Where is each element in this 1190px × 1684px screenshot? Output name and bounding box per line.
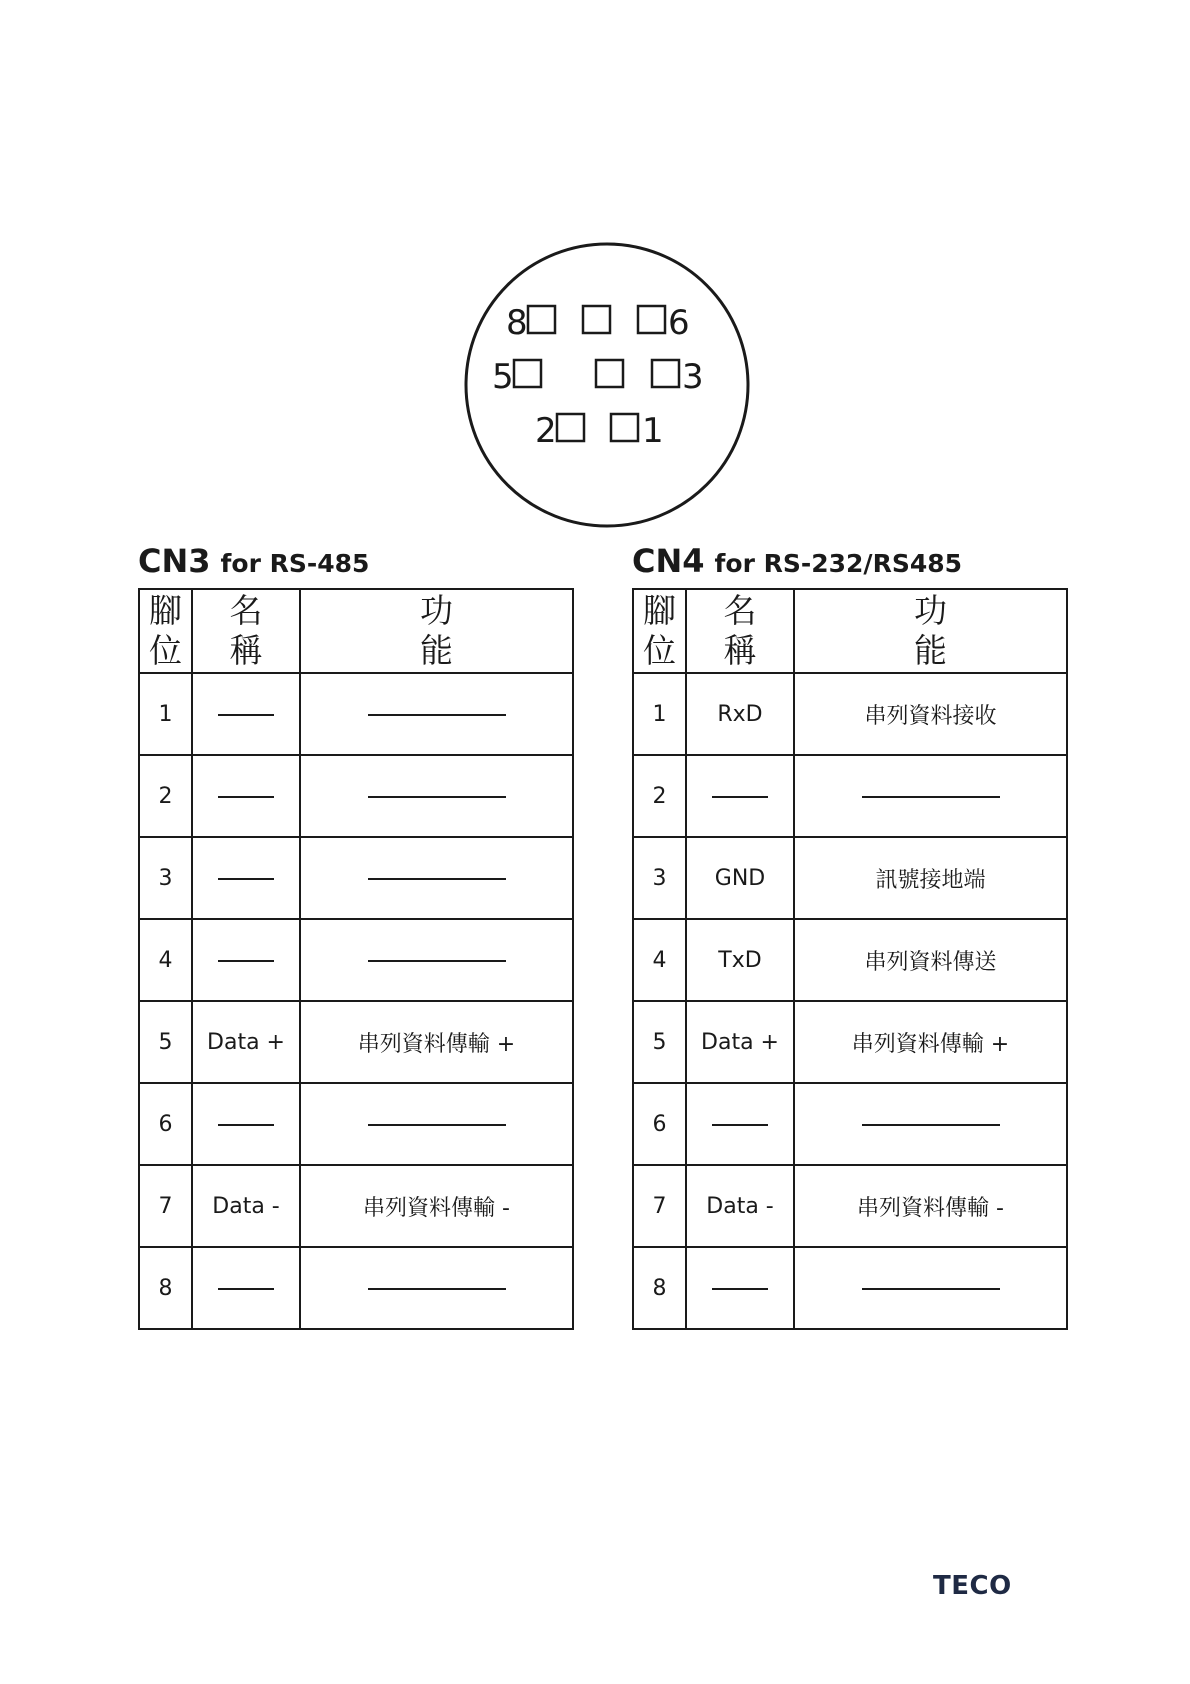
empty-dash — [218, 878, 274, 880]
cn3-header-name: 名 稱 — [192, 589, 300, 673]
pin-socket-7 — [583, 306, 610, 333]
cn3-pin-cell: 6 — [139, 1083, 192, 1165]
cn4-pin-cell: 4 — [633, 919, 686, 1001]
cn3-header-pin: 腳 位 — [139, 589, 192, 673]
cn4-row-pin-5 — [633, 1001, 1067, 1083]
cn4-function-cell: 訊號接地端 — [794, 837, 1067, 919]
empty-dash — [218, 960, 274, 962]
cn4-header-name: 名 稱 — [686, 589, 794, 673]
cn3-function-cell — [300, 755, 573, 837]
pin-socket-1 — [611, 414, 638, 441]
cn4-name-cell: GND — [686, 837, 794, 919]
cn3-function-cell — [300, 837, 573, 919]
cn4-pin-cell: 6 — [633, 1083, 686, 1165]
cn4-name-cell — [686, 755, 794, 837]
cn4-pin-cell: 7 — [633, 1165, 686, 1247]
empty-dash — [368, 960, 506, 962]
cn4-pin-cell: 3 — [633, 837, 686, 919]
cn4-row-pin-7 — [633, 1165, 1067, 1247]
cn4-pin-cell: 8 — [633, 1247, 686, 1329]
cn4-function-cell: 串列資料傳輸 - — [794, 1165, 1067, 1247]
cn3-row-pin-8 — [139, 1247, 573, 1329]
cn4-header-pin: 腳 位 — [633, 589, 686, 673]
cn4-title — [632, 538, 1068, 584]
cn3-name-cell — [192, 1247, 300, 1329]
pin-label-2: 2 — [535, 411, 557, 451]
empty-dash — [368, 714, 506, 716]
empty-dash — [218, 1288, 274, 1290]
cn3-function-cell: 串列資料傳輸 - — [300, 1165, 573, 1247]
cn4-row-pin-6 — [633, 1083, 1067, 1165]
pin-socket-4 — [596, 360, 623, 387]
pin-socket-5 — [514, 360, 541, 387]
cn4-row-pin-1 — [633, 673, 1067, 755]
cn3-header-function: 功 能 — [300, 589, 573, 673]
cn4-row-pin-3 — [633, 837, 1067, 919]
cn3-pin-cell: 4 — [139, 919, 192, 1001]
cn3-title-code: CN3 — [138, 542, 211, 580]
cn3-row-pin-1 — [139, 673, 573, 755]
cn3-function-cell — [300, 673, 573, 755]
cn4-name-cell — [686, 1083, 794, 1165]
cn4-pin-table — [632, 588, 1068, 1330]
cn3-name-cell — [192, 837, 300, 919]
pin-label-8: 8 — [506, 303, 528, 343]
cn3-name-cell — [192, 919, 300, 1001]
empty-dash — [368, 878, 506, 880]
cn3-title — [138, 538, 574, 584]
cn4-name-cell — [686, 1247, 794, 1329]
empty-dash — [218, 714, 274, 716]
cn4-pin-cell: 5 — [633, 1001, 686, 1083]
cn3-name-cell: Data + — [192, 1001, 300, 1083]
cn3-title-interface: for RS-485 — [220, 549, 370, 578]
cn3-name-cell: Data - — [192, 1165, 300, 1247]
cn3-name-cell — [192, 673, 300, 755]
cn3-function-cell — [300, 1083, 573, 1165]
cn3-pin-table — [138, 588, 574, 1330]
empty-dash — [218, 1124, 274, 1126]
cn4-name-cell: RxD — [686, 673, 794, 755]
empty-dash — [862, 1288, 1000, 1290]
cn4-name-cell: Data - — [686, 1165, 794, 1247]
cn3-function-cell: 串列資料傳輸 + — [300, 1001, 573, 1083]
cn3-name-cell — [192, 1083, 300, 1165]
empty-dash — [368, 1124, 506, 1126]
cn4-function-cell: 串列資料接收 — [794, 673, 1067, 755]
cn4-header-row — [633, 589, 1067, 673]
connector-pin-diagram — [462, 240, 752, 530]
cn4-name-cell: TxD — [686, 919, 794, 1001]
empty-dash — [712, 1288, 768, 1290]
cn4-name-cell: Data + — [686, 1001, 794, 1083]
cn3-row-pin-4 — [139, 919, 573, 1001]
cn3-pin-cell: 5 — [139, 1001, 192, 1083]
cn3-section — [138, 538, 574, 1330]
cn3-row-pin-6 — [139, 1083, 573, 1165]
cn3-header-row — [139, 589, 573, 673]
empty-dash — [368, 796, 506, 798]
cn3-pin-cell: 2 — [139, 755, 192, 837]
cn4-function-cell: 串列資料傳輸 + — [794, 1001, 1067, 1083]
cn4-section — [632, 538, 1068, 1330]
cn4-pin-cell: 2 — [633, 755, 686, 837]
cn4-function-cell — [794, 755, 1067, 837]
pin-socket-3 — [652, 360, 679, 387]
pin-label-3: 3 — [682, 357, 704, 397]
empty-dash — [368, 1288, 506, 1290]
cn3-pin-cell: 7 — [139, 1165, 192, 1247]
empty-dash — [712, 1124, 768, 1126]
pin-socket-2 — [557, 414, 584, 441]
cn3-row-pin-3 — [139, 837, 573, 919]
pin-label-5: 5 — [492, 357, 514, 397]
cn3-pin-cell: 1 — [139, 673, 192, 755]
cn4-row-pin-4 — [633, 919, 1067, 1001]
empty-dash — [218, 796, 274, 798]
empty-dash — [862, 796, 1000, 798]
cn4-title-code: CN4 — [632, 542, 705, 580]
cn4-row-pin-8 — [633, 1247, 1067, 1329]
empty-dash — [712, 796, 768, 798]
teco-logo-text: TECO — [933, 1571, 1012, 1600]
cn3-function-cell — [300, 919, 573, 1001]
pin-label-6: 6 — [668, 303, 690, 343]
cn4-row-pin-2 — [633, 755, 1067, 837]
cn4-function-cell — [794, 1247, 1067, 1329]
cn3-row-pin-2 — [139, 755, 573, 837]
cn4-pin-cell: 1 — [633, 673, 686, 755]
cn3-pin-cell: 3 — [139, 837, 192, 919]
cn4-header-function: 功 能 — [794, 589, 1067, 673]
cn3-name-cell — [192, 755, 300, 837]
empty-dash — [862, 1124, 1000, 1126]
cn3-pin-cell: 8 — [139, 1247, 192, 1329]
cn4-function-cell — [794, 1083, 1067, 1165]
pin-label-1: 1 — [642, 411, 664, 451]
pin-socket-6 — [638, 306, 665, 333]
pin-socket-8 — [528, 306, 555, 333]
cn3-function-cell — [300, 1247, 573, 1329]
teco-logo — [933, 1568, 1019, 1600]
cn4-function-cell: 串列資料傳送 — [794, 919, 1067, 1001]
cn3-row-pin-7 — [139, 1165, 573, 1247]
cn3-row-pin-5 — [139, 1001, 573, 1083]
cn4-title-interface: for RS-232/RS485 — [714, 549, 963, 578]
